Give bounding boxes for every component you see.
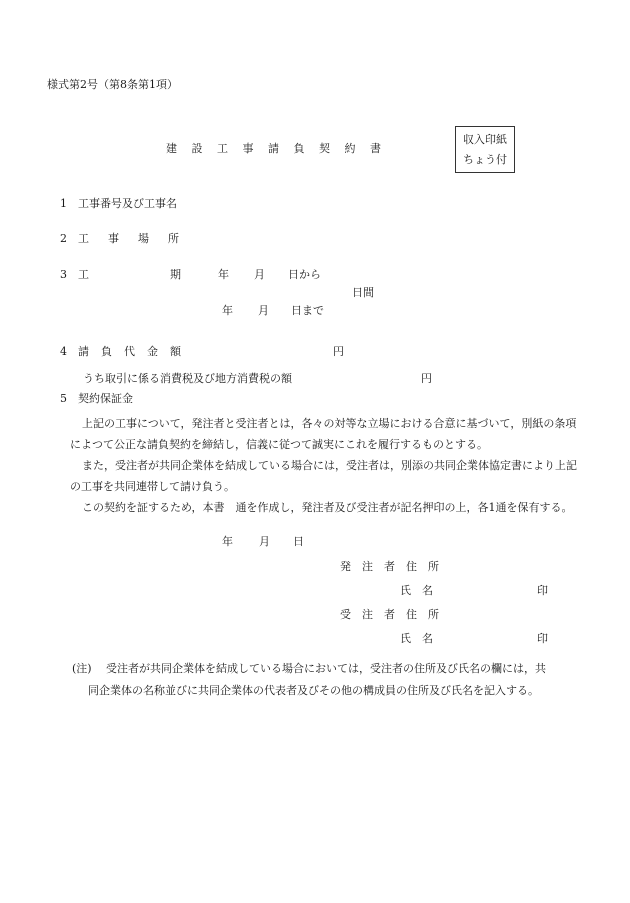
tax-amount-yen: 円 [421, 372, 432, 385]
stamp-line-1: 収入印紙 [463, 133, 507, 146]
contract-day: 日 [293, 535, 304, 548]
item-2-char: 場 [138, 232, 149, 245]
item-2-char: 所 [168, 232, 179, 245]
item-3-label-a: 工 [78, 268, 89, 281]
start-year: 年 [218, 268, 229, 281]
body-paragraph-1: 上記の工事について，発注者と受注者とは，各々の対等な立場における合意に基づいて，別紙の条項によつて公正な請負契約を締結し，信義に従つて誠実にこれを履行するものとする。 [70, 417, 577, 451]
form-number: 様式第2号（第8条第1項） [47, 78, 178, 91]
contract-amount-yen: 円 [333, 345, 344, 358]
item-2-char: 事 [108, 232, 119, 245]
end-year: 年 [222, 304, 233, 317]
body-paragraph-3: この契約を証するため，本書 通を作成し，発注者及び受注者が記名押印の上，各1通を保有する。 [82, 501, 573, 514]
stamp-line-2: ちょう付 [463, 153, 507, 166]
duration-days: 日間 [352, 286, 374, 299]
item-5-number: 5 [60, 392, 67, 405]
note-mark: (注) [72, 662, 92, 675]
title-char: 設 [191, 142, 203, 155]
item-1-number: 1 [60, 197, 67, 210]
item-5-label: 契約保証金 [78, 392, 133, 405]
item-4-char: 負 [101, 345, 112, 358]
contractor-name-label: 氏 名 [400, 632, 433, 645]
orderer-name-label: 氏 名 [400, 584, 433, 597]
item-2-char: 工 [78, 232, 89, 245]
contract-month: 月 [259, 535, 270, 548]
tax-amount-label: うち取引に係る消費税及び地方消費税の額 [83, 372, 292, 385]
title-char: 事 [242, 142, 254, 155]
item-3-label-b: 期 [170, 268, 181, 281]
title-char: 建 [166, 142, 177, 155]
item-3-number: 3 [60, 268, 67, 281]
item-4-char: 額 [170, 345, 181, 358]
item-1-label: 工事番号及び工事名 [78, 197, 177, 210]
end-day: 日まで [291, 304, 324, 317]
orderer-seal: 印 [537, 584, 548, 597]
title-char: 約 [344, 142, 356, 155]
revenue-stamp-box [455, 126, 515, 173]
note-line-1: 受注者が共同企業体を結成している場合においては，受注者の住所及び氏名の欄には，共 [106, 662, 546, 675]
contractor-address-label: 受 注 者 住 所 [340, 608, 439, 621]
document-title [166, 142, 392, 156]
item-2-number: 2 [60, 232, 67, 245]
start-day: 日から [288, 268, 321, 281]
item-4-number: 4 [60, 345, 67, 358]
start-month: 月 [254, 268, 265, 281]
note-line-2: 同企業体の名称並びに共同企業体の代表者及びその他の構成員の住所及び氏名を記入する。 [88, 684, 539, 697]
orderer-address-label: 発 注 者 住 所 [340, 560, 439, 573]
contract-year: 年 [222, 535, 233, 548]
item-4-char: 金 [147, 345, 158, 358]
title-char: 工 [217, 142, 228, 155]
contractor-seal: 印 [537, 632, 548, 645]
item-4-char: 代 [124, 345, 135, 358]
title-char: 請 [268, 142, 279, 155]
item-4-char: 請 [78, 345, 89, 358]
body-paragraph-2: また，受注者が共同企業体を結成している場合には，受注者は，別添の共同企業体協定書により上記の工事を共同連帯して請け負う。 [70, 459, 577, 493]
title-char: 書 [370, 142, 381, 155]
end-month: 月 [258, 304, 269, 317]
title-char: 契 [319, 142, 330, 155]
title-char: 負 [293, 142, 305, 155]
